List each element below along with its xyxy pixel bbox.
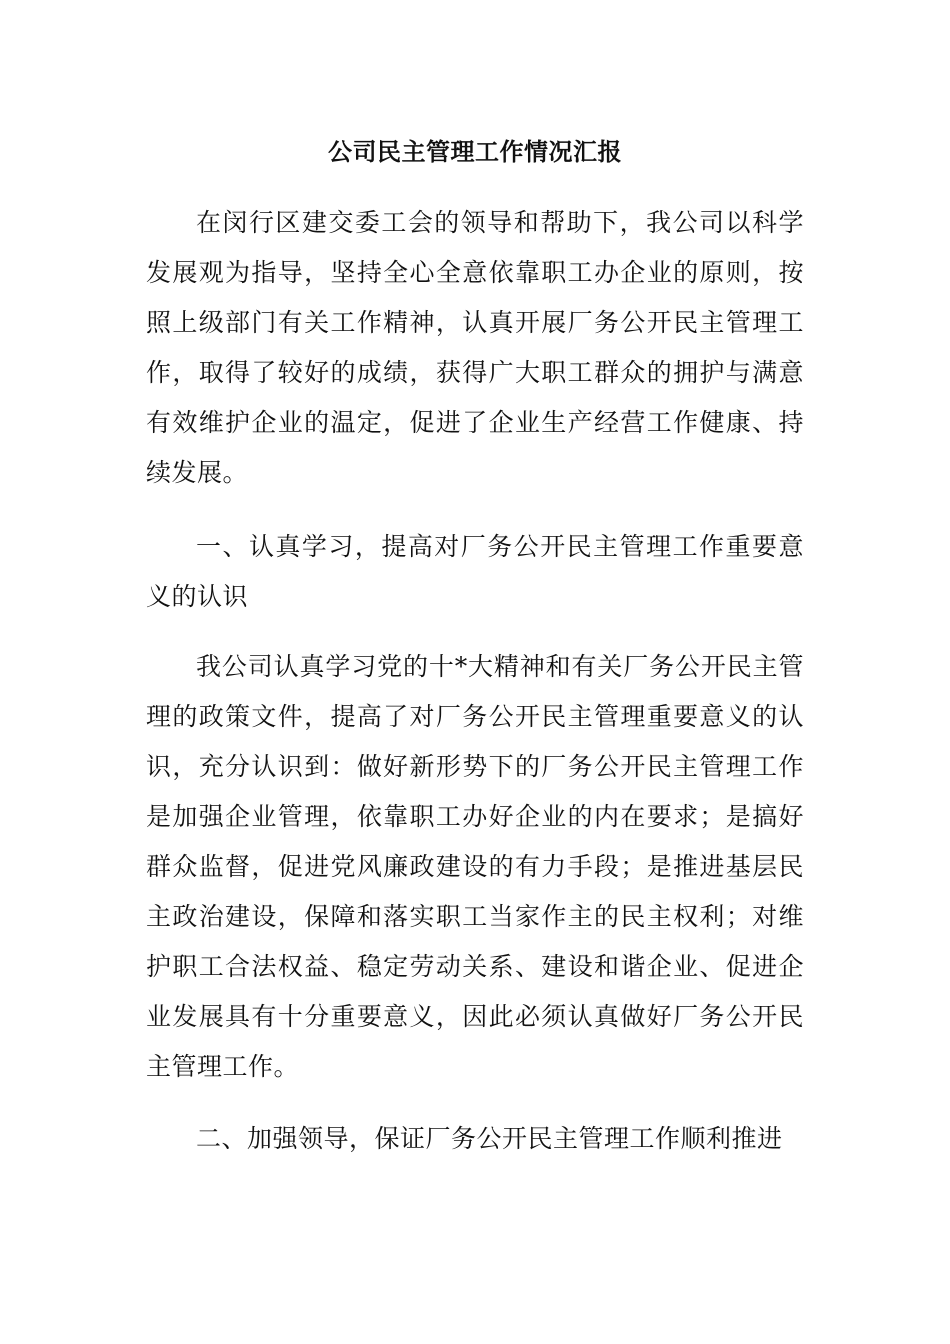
intro-paragraph: 在闵行区建交委工会的领导和帮助下，我公司以科学发展观为指导，坚持全心全意依靠职工办企业的原则，按照上级部门有关工作精神，认真开展厂务公开民主管理工作，取得了较好的成绩，获得广大职工群众的拥护与满意有效维护企业的温定，促进了企业生产经营工作健康、持续发展。 (146, 208, 804, 487)
section-1-body-paragraph: 我公司认真学习党的十*大精神和有关厂务公开民主管理的政策文件，提高了对厂务公开民主管理重要意义的认识，充分认识到：做好新形势下的厂务公开民主管理工作是加强企业管理，依靠职工办好企业的内在要求；是搞好群众监督，促进党风廉政建设的有力手段；是推进基层民主政治建设，保障和落实职工当家作主的民主权利；对维护职工合法权益、稳定劳动关系、建设和谐企业、促进企业发展具有十分重要意义，因此必须认真做好厂务公开民主管理工作。 (146, 652, 804, 1081)
document-title: 公司民主管理工作情况汇报 (328, 138, 622, 166)
section-heading-2: 二、加强领导，保证厂务公开民主管理工作顺利推进 (196, 1124, 783, 1153)
section-heading-1: 一、认真学习，提高对厂务公开民主管理工作重要意义的认识 (146, 532, 804, 611)
